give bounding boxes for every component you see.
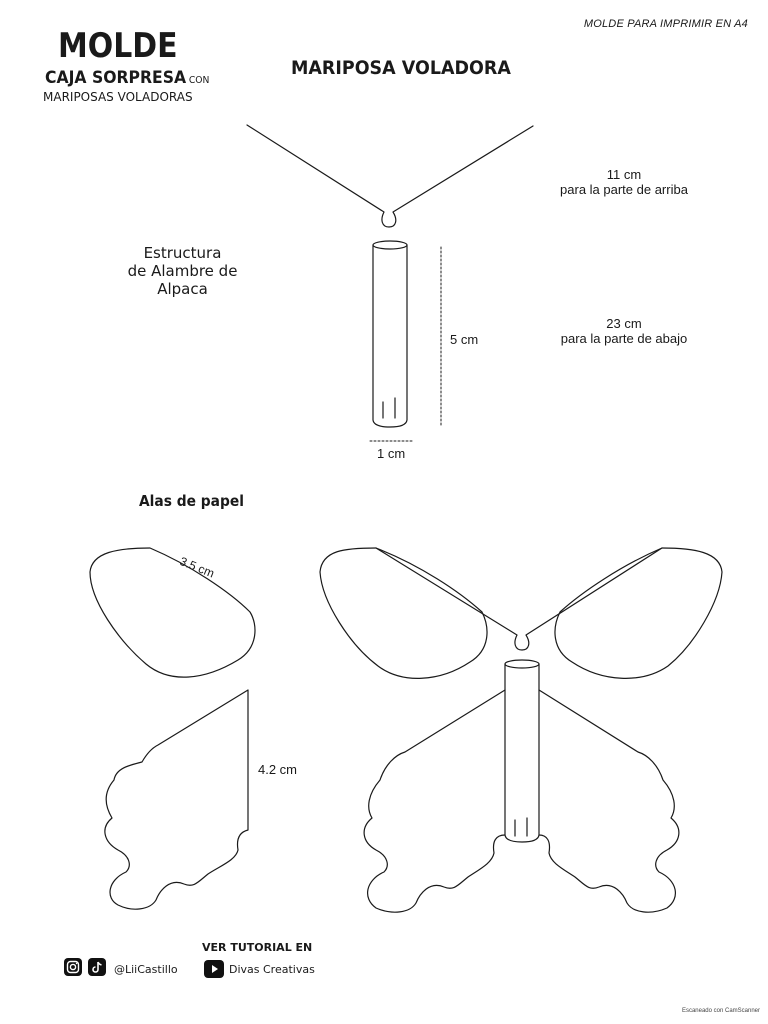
assembled-upper-left-wing: [320, 548, 487, 678]
tube: [373, 241, 407, 427]
assembled-wire: [376, 548, 662, 650]
tiktok-icon[interactable]: [88, 958, 106, 976]
upper-wing-piece: [90, 548, 255, 677]
subtitle-main-text: CAJA SORPRESA: [45, 68, 187, 88]
bottom-wire-size: 23 cm: [606, 316, 642, 331]
assembled-lower-right-wing: [539, 690, 679, 912]
youtube-icon[interactable]: [204, 960, 224, 978]
top-wire: [247, 125, 533, 227]
top-wire-note: para la parte de arriba: [560, 182, 688, 197]
bottom-wire-measure: [545, 316, 703, 346]
lower-wing-piece: [105, 690, 248, 909]
wings-label: Alas de papel: [139, 492, 244, 510]
bottom-wire-note: para la parte de abajo: [560, 331, 688, 346]
main-title: MARIPOSA VOLADORA: [291, 57, 511, 79]
top-wire-size: 11 cm: [606, 167, 642, 182]
upper-wing-measure: 3.5 cm: [177, 554, 217, 581]
assembled-upper-right-wing: [555, 548, 722, 678]
lower-wing-measure: 4.2 cm: [258, 762, 298, 777]
template-note: MOLDE PARA IMPRIMIR EN A4: [583, 18, 748, 30]
assembled-lower-left-wing: [364, 690, 505, 912]
tube-width-label: 1 cm: [377, 446, 406, 461]
scanner-watermark: Escaneado con CamScanner: [681, 1008, 760, 1014]
instagram-icon[interactable]: [64, 958, 82, 976]
tutorial-label: VER TUTORIAL EN: [202, 941, 313, 954]
social-handle[interactable]: @LiiCastillo: [114, 963, 178, 976]
subtitle-main: [45, 68, 209, 88]
subtitle-con: CON: [188, 75, 210, 86]
channel-name[interactable]: Divas Creativas: [229, 963, 315, 976]
assembled-tube: [505, 664, 539, 842]
structure-label: Estructura de Alambre de Alpaca: [127, 244, 238, 298]
subtitle-line2: MARIPOSAS VOLADORAS: [43, 90, 193, 104]
top-wire-measure: [545, 167, 703, 197]
page-title: MOLDE: [58, 26, 178, 66]
tube-height-label: 5 cm: [450, 332, 479, 347]
